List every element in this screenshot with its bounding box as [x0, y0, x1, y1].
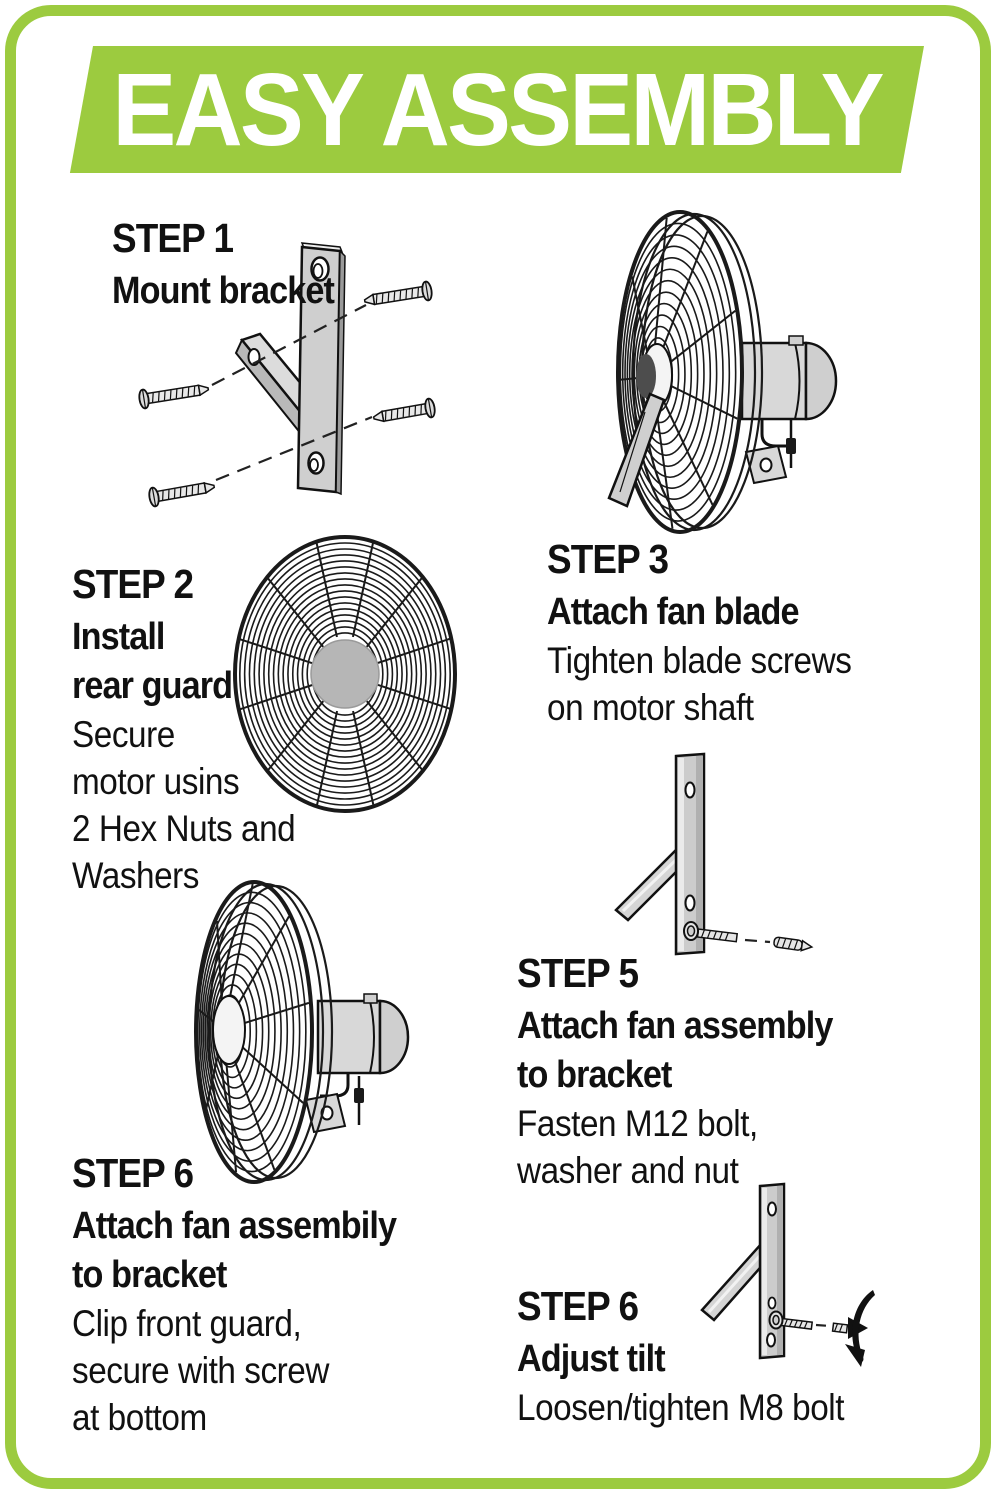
power-cord — [786, 438, 796, 454]
motor-cap — [380, 1001, 408, 1073]
step-2-block — [72, 559, 295, 899]
poster-title: EASY ASSEMBLY — [112, 52, 882, 167]
bracket-bolt-illustration — [616, 754, 812, 954]
step-title-line: Mount bracket — [112, 270, 335, 312]
plate-hole-top — [686, 783, 695, 798]
step-label: STEP 5 — [517, 950, 639, 996]
step-label: STEP 6 — [517, 1283, 639, 1329]
dashed-guide — [745, 940, 770, 942]
step-6-right-block — [517, 1281, 844, 1431]
step-desc-line: on motor shaft — [547, 687, 754, 728]
rotation-arrow-tip — [845, 1344, 865, 1367]
step-desc-line: Secure — [72, 714, 175, 755]
step-1-block — [112, 213, 334, 316]
step-desc-line: Clip front guard, — [72, 1303, 302, 1344]
step-title-line: Attach fan assembily — [72, 1205, 397, 1247]
step-label: STEP 2 — [72, 561, 194, 607]
cage-hub — [213, 996, 245, 1064]
step-6-left-block — [72, 1148, 396, 1441]
step-title-line: Attach fan blade — [547, 591, 799, 633]
step-desc-line: Washers — [72, 855, 199, 896]
motor-cap — [806, 343, 836, 419]
step-label: STEP 3 — [547, 536, 669, 582]
mounting-screw — [363, 281, 433, 310]
plate-hole-top — [768, 1203, 776, 1216]
step-title-line: Adjust tilt — [517, 1338, 665, 1380]
fan-side-view-illustration — [609, 212, 836, 532]
step-title-line: Install — [72, 616, 165, 658]
step-desc-line: washer and nut — [517, 1150, 739, 1191]
mounting-screw — [138, 379, 210, 409]
step-desc-line: Fasten M12 bolt, — [517, 1103, 758, 1144]
fan-assembly-illustration — [196, 882, 408, 1182]
step-5-block — [517, 948, 833, 1194]
step-desc-line: secure with screw — [72, 1350, 329, 1391]
step-desc-line: at bottom — [72, 1397, 207, 1438]
blade-hub — [636, 354, 656, 398]
mount-hook — [320, 1073, 348, 1096]
step-desc-line: Tighten blade screws — [547, 640, 852, 681]
plate-hole-bottom — [686, 896, 695, 911]
mounting-screw — [372, 398, 436, 427]
step-3-block — [547, 534, 851, 731]
step-title-line: to bracket — [517, 1054, 672, 1096]
step-label: STEP 6 — [72, 1150, 194, 1196]
step-desc-line: Loosen/tighten M8 bolt — [517, 1387, 845, 1428]
motor-body — [318, 1001, 380, 1073]
step-desc-line: 2 Hex Nuts and — [72, 808, 296, 849]
step-label: STEP 1 — [112, 215, 234, 261]
step-title-line: to bracket — [72, 1254, 227, 1296]
step-title-line: Attach fan assembly — [517, 1005, 833, 1047]
rear-guard-hub — [311, 640, 379, 708]
step-desc-line: motor usins — [72, 761, 240, 802]
step-title-line: rear guard — [72, 665, 233, 707]
mounting-screw — [148, 477, 216, 507]
power-cord — [354, 1088, 364, 1103]
